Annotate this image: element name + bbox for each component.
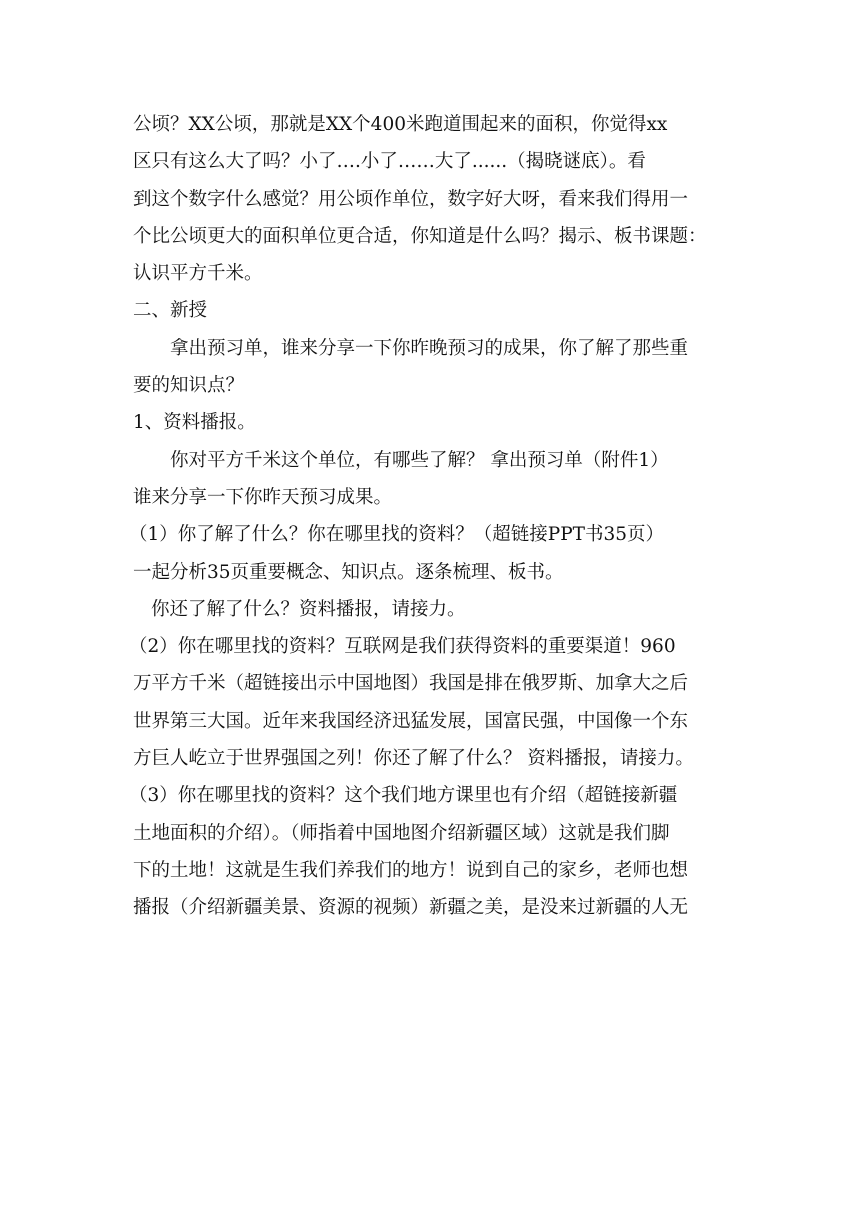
text-line: 你还了解了什么？资料播报，请接力。 [151,598,466,620]
text-line: 万平方千米（超链接出示中国地图）我国是排在俄罗斯、加拿大之后 [133,673,689,695]
text-line: 谁来分享一下你昨天预习成果。 [133,486,393,508]
section-heading: 二、新授 [133,300,208,322]
text-line: 认识平方千米。 [133,263,263,285]
text-line: （1）你了解了什么？你在哪里找的资料？（超链接PPT书35页） [129,524,665,546]
text-line: 方巨人屹立于世界强国之列！你还了解了什么？ 资料播报，请接力。 [133,748,694,770]
text-line: 一起分析35页重要概念、知识点。逐条梳理、板书。 [133,561,564,583]
text-line: 到这个数字什么感觉？用公顷作单位，数字好大呀，看来我们得用一 [133,188,689,210]
subsection-heading: 1、资料播报。 [133,412,256,434]
text-line: 播报（介绍新疆美景、资源的视频）新疆之美，是没来过新疆的人无 [133,897,689,919]
text-line: 区只有这么大了吗？小了….小了……大了......（揭晓谜底）。看 [133,151,646,173]
text-line: 公顷？XX公顷，那就是XX个400米跑道围起来的面积，你觉得xx [133,114,668,135]
text-line: 土地面积的介绍）。（师指着中国地图介绍新疆区域）这就是我们脚 [133,822,670,844]
text-line: 下的土地！这就是生我们养我们的地方！说到自己的家乡，老师也想 [133,859,689,881]
text-line: （3）你在哪里找的资料？这个我们地方课里也有介绍（超链接新疆 [129,785,678,807]
text-line: 世界第三大国。近年来我国经济迅猛发展，国富民强，中国像一个东 [133,710,689,732]
text-line: 个比公顷更大的面积单位更合适，你知道是什么吗？揭示、板书课题： [133,225,707,247]
text-line: 你对平方千米这个单位，有哪些了解？ 拿出预习单（附件1） [170,449,669,471]
text-line: 拿出预习单，谁来分享一下你昨晚预习的成果，你了解了那些重 [170,337,689,359]
text-line: （2）你在哪里找的资料？互联网是我们获得资料的重要渠道！960 [129,636,676,658]
document-body [129,106,733,927]
text-line: 要的知识点？ [133,375,245,397]
